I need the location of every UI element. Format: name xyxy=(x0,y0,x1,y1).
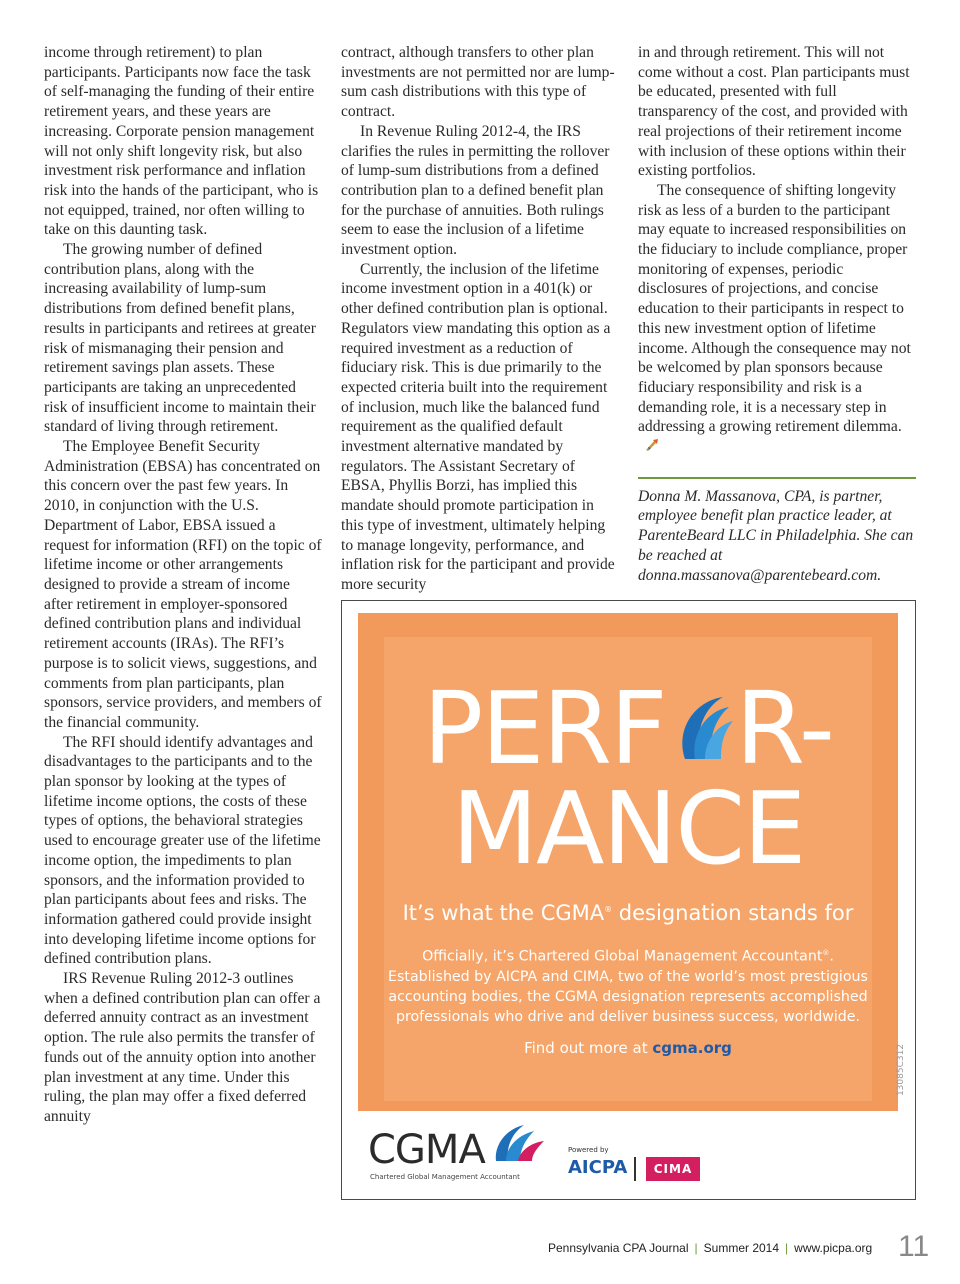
article-column-1 xyxy=(44,43,322,1127)
ad-code: 13085C312 xyxy=(896,1043,907,1097)
website-link[interactable]: www.picpa.org xyxy=(794,1241,873,1255)
paragraph-text: The consequence of shifting longevity risk as less of a burden to the participant may equate to increased responsibilities on the fiduciary to include compliance, proper monitoring of expenses, periodic disclosures of projections, and concise education to their participants in respect to this new investment option of lifetime income. Although the consequence may not be welcomed by plan sponsors because fiduciary responsibility and risk is a demanding role, it is a necessary step in addressing a growing retirement dilemma. xyxy=(638,181,911,436)
paragraph: IRS Revenue Ruling 2012-3 outlines when a defined contribution plan can offer a deferred annuity contract as an investment option. The rule also permits the transfer of funds out of the annuity option into another plan investment at any time. Under this ruling, the plan may offer a fixed deferred annuity xyxy=(44,970,321,1125)
paragraph: The growing number of defined contribution plans, along with the increasing availability of lump-sum distributions from defined benefit plans, results in participants and retirees at greater risk of mismanaging their pension and retirement savings plan assets. These participants are taking an unprecedented risk of insufficient income to maintain their standard of living through retirement. xyxy=(44,241,316,436)
paragraph xyxy=(638,181,916,457)
swoosh-icon xyxy=(665,689,735,769)
issue-date: Summer 2014 xyxy=(703,1241,780,1255)
author-bio: Donna M. Massanova, CPA, is partner, employee benefit plan practice leader, at ParenteBeard LLC in Philadelphia. She can be reached at donna.massanova@parentebeard.com. xyxy=(638,487,914,584)
ad-body-text: Officially, it’s Chartered Global Management Accountant®. Established by AICPA and CIMA, two of the world’s most prestigious accounting bodies, the CGMA designation represents accomplished professionals who drive and deliver business success, worldwide. xyxy=(388,948,868,1025)
paragraph: contract, although transfers to other plan investments are not permitted nor are lump-sum cash distributions with this type of contract. xyxy=(341,44,615,121)
cgma-advertisement[interactable] xyxy=(341,600,916,1200)
cgma-swoosh-icon xyxy=(490,1121,550,1165)
ad-headline-line-1: PERF R- xyxy=(422,670,833,787)
cgma-link[interactable]: cgma.org xyxy=(652,1039,732,1057)
paragraph: in and through retirement. This will not come without a cost. Plan participants must be educated, presented with full transparency of the cost, and provided with real projections of their retirement income with inclusion of these options within their existing portfolios. xyxy=(638,44,910,180)
paragraph: The RFI should identify advantages and disadvantages to the participants and to the plan sponsor by looking at the types of lifetime income options, the costs of these types of options, the behavioral strategies used to encourage greater use of the lifetime income option, the impediments to plan sponsors, and the information provided to plan participants about fees and risks. The information gathered could provide insight into developing lifetime income options for defined contribution plans. xyxy=(44,733,321,968)
paragraph: In Revenue Ruling 2012-4, the IRS clarifies the rules in permitting the rollover of lump-sum distributions from a defined contribution plan to a defined benefit plan for the purchase of annuities. Both rulings seem to ease the inclusion of a lifetime investment option. xyxy=(341,122,610,259)
ad-inner-panel xyxy=(384,637,872,1101)
logo-separator xyxy=(634,1157,636,1181)
journal-name: Pennsylvania CPA Journal xyxy=(548,1241,689,1255)
page-footer: Pennsylvania CPA Journal | Summer 2014 | www.picpa.org xyxy=(548,1241,873,1255)
end-mark-icon xyxy=(644,438,660,452)
ad-headline-line-2: MANCE xyxy=(451,770,805,887)
aicpa-logo: AICPA xyxy=(568,1157,628,1178)
cima-logo: CIMA xyxy=(646,1157,700,1181)
divider xyxy=(638,477,916,479)
ad-orange-panel xyxy=(358,613,898,1111)
ad-tagline: It’s what the CGMA® designation stands for xyxy=(402,901,854,925)
paragraph: The Employee Benefit Security Administration (EBSA) has concentrated on this concern over the past few years. In 2010, in conjunction with the U.S. Department of Labor, EBSA issued a request for information (RFI) on the topic of lifetime income or other arrangements designed to provide a stream of income after retirement in employer-sponsored defined contribution plans and individual retirement accounts (IRAs). The RFI’s purpose is to solicit views, suggestions, and comments from plan participants, plan sponsors, service providers, and members of the financial community. xyxy=(44,438,322,731)
ad-call-to-action: Find out more at cgma.org xyxy=(524,1039,732,1057)
paragraph: Currently, the inclusion of the lifetime income investment option in a 401(k) or other defined contribution plan is optional. Regulators view mandating this option as a required investment as a reduction of fiduciary risk. This is due primarily to the expected criteria built into the requirement of inclusion, much like the balanced fund requirement as the qualified default investment alternative mandated by regulators. The Assistant Secretary of EBSA, Phyllis Borzi, has implied this mandate should promote participation in this type of investment, ultimately helping to manage longevity, performance, and inflation risk for the participant and provide more security xyxy=(341,260,615,593)
article-column-2 xyxy=(341,43,619,595)
powered-by-label: Powered by xyxy=(568,1146,609,1154)
page-number: 11 xyxy=(898,1230,930,1263)
article-column-3 xyxy=(638,43,916,585)
paragraph: income through retirement) to plan participants. Participants now face the task of self-managing the funding of their entire retirement years, and these years are increasing. Corporate pension management will not only shift longevity risk, but also investment risk performance and inflation risk into the hands of the participant, who is not equipped, trained, nor often willing to take on this daunting task. xyxy=(44,44,319,239)
cgma-logo: CGMA Chartered Global Management Accountant xyxy=(368,1121,568,1191)
